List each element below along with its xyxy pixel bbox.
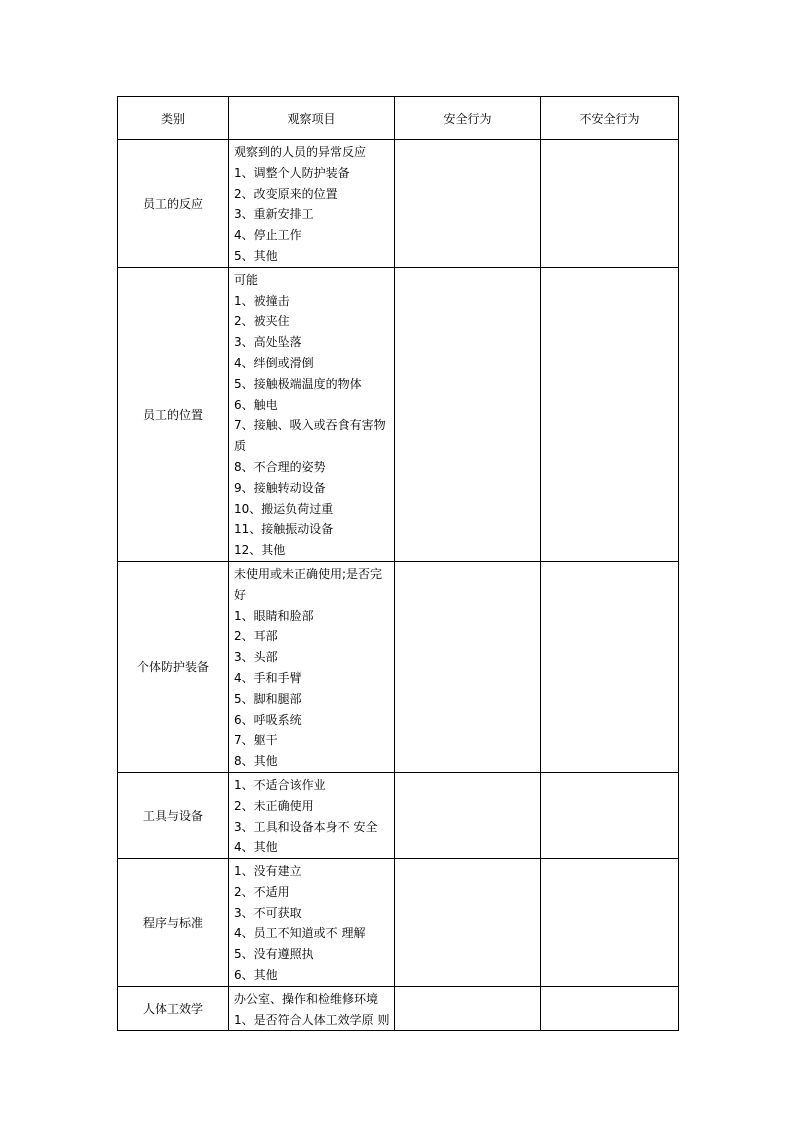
category-cell: 人体工效学 (118, 986, 229, 1031)
observation-item: 4、绊倒或滑倒 (234, 355, 314, 370)
observation-item: 2、改变原来的位置 (234, 186, 338, 201)
unsafe-behavior-cell (541, 267, 679, 561)
observation-item: 5、没有遵照执 (234, 947, 314, 962)
table-row (118, 772, 679, 858)
observation-item: 1、不适合该作业 (234, 777, 326, 792)
observation-item: 12、其他 (234, 543, 286, 558)
category-cell: 员工的反应 (118, 140, 229, 268)
observation-item: 4、其他 (234, 840, 278, 855)
header-row (118, 97, 679, 140)
observation-item: 9、接触转动设备 (234, 480, 326, 495)
safe-behavior-cell (395, 772, 541, 858)
observation-item: 3、高处坠落 (234, 335, 302, 350)
observation-item: 5、接触极端温度的物体 (234, 376, 362, 391)
table-row (118, 267, 679, 561)
safe-behavior-cell (395, 267, 541, 561)
table-row (118, 561, 679, 772)
observation-item: 8、其他 (234, 754, 278, 769)
safe-behavior-cell (395, 986, 541, 1031)
unsafe-behavior-cell (541, 140, 679, 268)
observation-item: 4、停止工作 (234, 228, 302, 243)
observation-item: 8、不合理的姿势 (234, 459, 326, 474)
observation-item: 办公室、操作和检维修环境 (234, 991, 379, 1006)
observation-items-cell (229, 561, 395, 772)
observation-table (117, 96, 679, 1031)
safe-behavior-cell (395, 859, 541, 987)
observation-item: 11、接触振动设备 (234, 522, 334, 537)
observation-item: 7、躯干 (234, 733, 278, 748)
unsafe-behavior-cell (541, 561, 679, 772)
observation-item: 7、接触、吸入或吞食有害物质 (234, 418, 386, 454)
observation-item: 2、被夹住 (234, 314, 290, 329)
observation-items-cell (229, 140, 395, 268)
unsafe-behavior-cell (541, 772, 679, 858)
observation-item: 未使用或未正确使用;是否完好 (234, 566, 383, 602)
observation-item: 6、其他 (234, 968, 278, 983)
observation-item: 3、头部 (234, 650, 278, 665)
observation-item: 观察到的人员的异常反应 (234, 145, 367, 159)
observation-items-cell (229, 267, 395, 561)
category-cell: 个体防护装备 (118, 561, 229, 772)
observation-item: 3、工具和设备本身不 安全 (234, 819, 378, 834)
table-row (118, 140, 679, 268)
observation-item: 1、眼睛和脸部 (234, 608, 314, 623)
observation-item: 2、未正确使用 (234, 798, 314, 813)
observation-item: 2、不适用 (234, 884, 290, 899)
observation-item: 10、搬运负荷过重 (234, 501, 334, 516)
table-row (118, 859, 679, 987)
observation-item: 5、脚和腿部 (234, 691, 302, 706)
observation-item: 3、不可获取 (234, 905, 302, 920)
observation-items-cell (229, 772, 395, 858)
observation-item: 可能 (234, 272, 259, 287)
table-row (118, 986, 679, 1031)
category-cell: 程序与标准 (118, 859, 229, 987)
observation-item: 4、员工不知道或不 理解 (234, 926, 366, 941)
header-items: 观察项目 (229, 97, 395, 140)
header-category: 类别 (118, 97, 229, 140)
header-safe: 安全行为 (395, 97, 541, 140)
observation-item: 1、调整个人防护装备 (234, 165, 350, 180)
unsafe-behavior-cell (541, 986, 679, 1031)
observation-item: 5、其他 (234, 248, 278, 263)
observation-item: 4、手和手臂 (234, 670, 302, 685)
observation-items-cell (229, 986, 395, 1031)
observation-item: 2、耳部 (234, 629, 278, 644)
category-cell: 员工的位置 (118, 267, 229, 561)
observation-item: 1、被撞击 (234, 293, 290, 308)
header-unsafe: 不安全行为 (541, 97, 679, 140)
observation-item: 3、重新安排工 (234, 207, 314, 222)
observation-item: 6、呼吸系统 (234, 712, 302, 727)
category-cell: 工具与设备 (118, 772, 229, 858)
observation-items-cell (229, 859, 395, 987)
observation-item: 1、没有建立 (234, 864, 302, 879)
unsafe-behavior-cell (541, 859, 679, 987)
observation-item: 6、触电 (234, 397, 278, 412)
observation-item: 1、是否符合人体工效学原 则 (234, 1012, 390, 1027)
safe-behavior-cell (395, 561, 541, 772)
safe-behavior-cell (395, 140, 541, 268)
